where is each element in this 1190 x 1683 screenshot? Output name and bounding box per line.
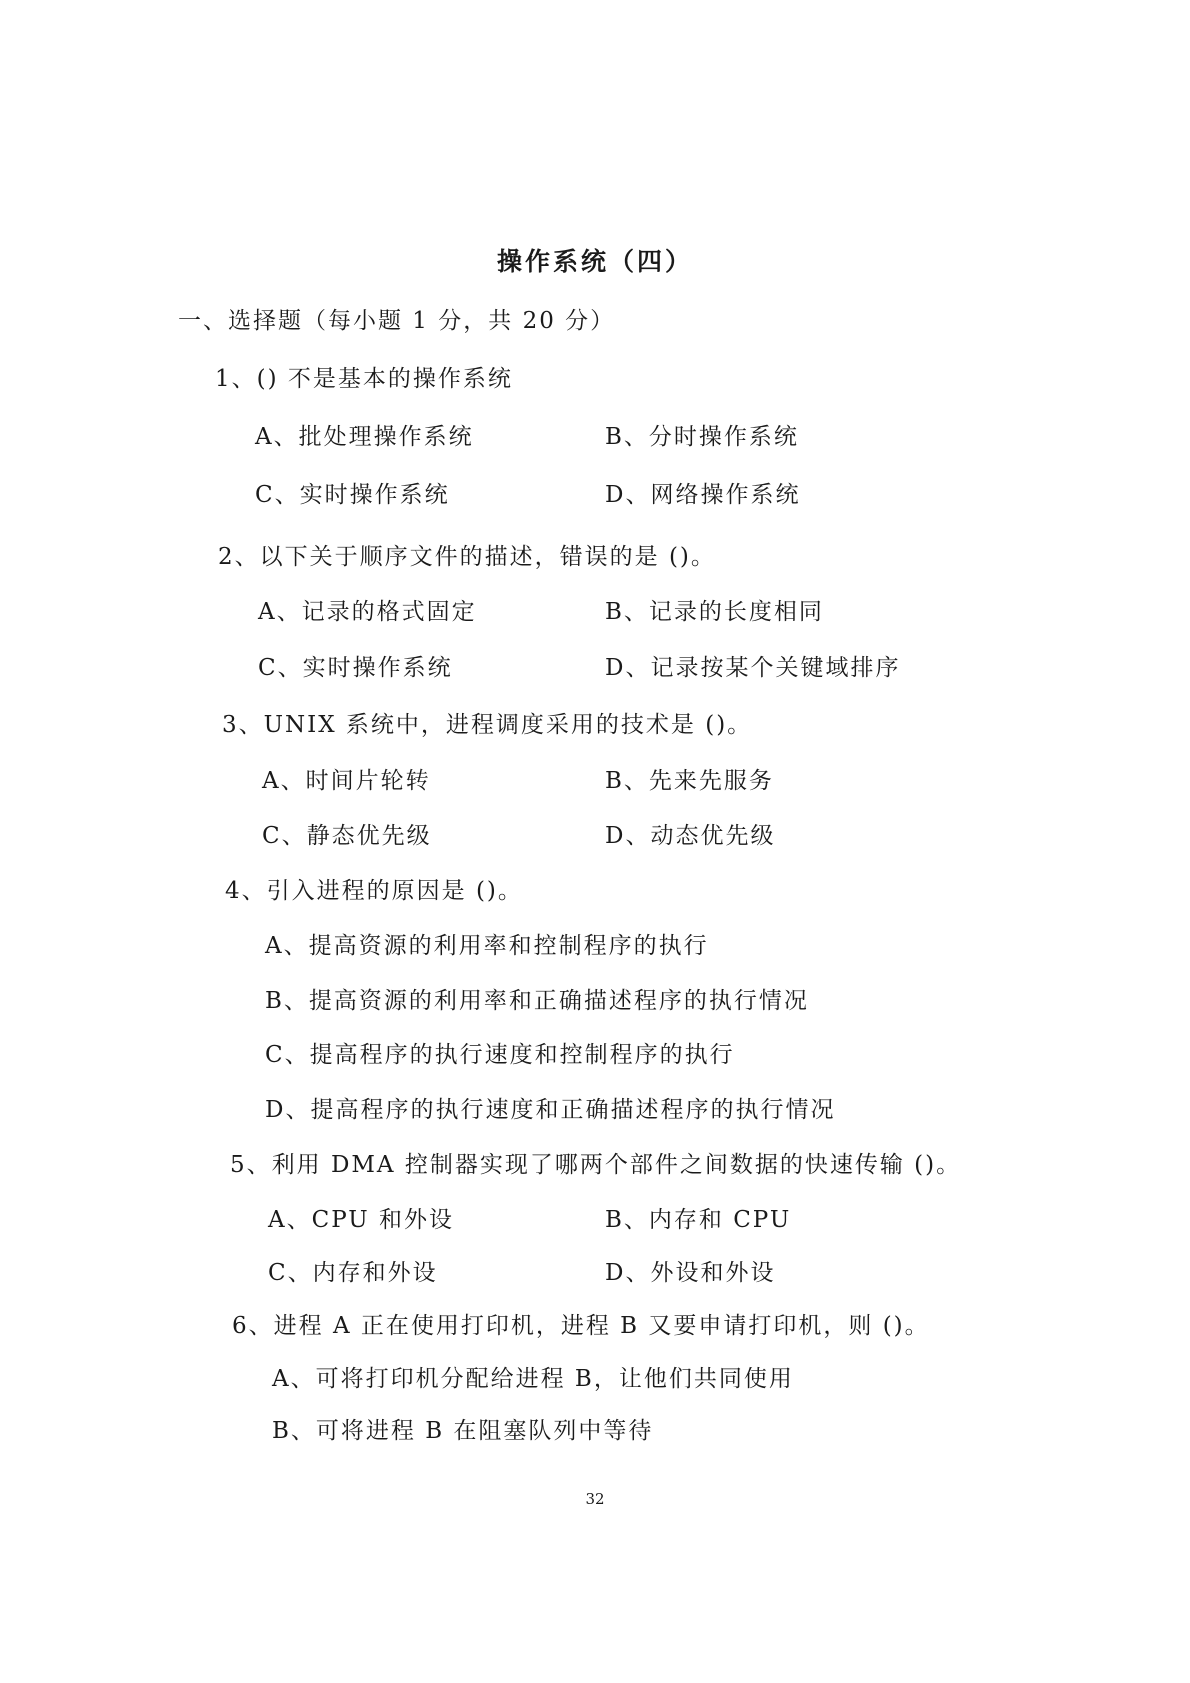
question-4-option-c: C、提高程序的执行速度和控制程序的执行 xyxy=(265,1042,735,1068)
question-4-option-d: D、提高程序的执行速度和正确描述程序的执行情况 xyxy=(265,1097,836,1123)
question-2-option-a: A、记录的格式固定 xyxy=(258,599,477,625)
question-6-option-a: A、可将打印机分配给进程 B，让他们共同使用 xyxy=(272,1366,794,1392)
question-6-stem: 6、进程 A 正在使用打印机，进程 B 又要申请打印机，则 ()。 xyxy=(232,1313,930,1339)
page-title: 操作系统（四） xyxy=(496,247,693,276)
question-1-option-c: C、实时操作系统 xyxy=(255,482,450,508)
question-6-option-b: B、可将进程 B 在阻塞队列中等待 xyxy=(272,1418,654,1444)
question-5-option-a: A、CPU 和外设 xyxy=(268,1207,454,1233)
question-4-option-b: B、提高资源的利用率和正确描述程序的执行情况 xyxy=(265,988,809,1014)
question-2-option-d: D、记录按某个关键域排序 xyxy=(605,655,901,681)
question-4-option-a: A、提高资源的利用率和控制程序的执行 xyxy=(265,933,709,959)
question-3-option-c: C、静态优先级 xyxy=(262,823,432,849)
question-1-option-b: B、分时操作系统 xyxy=(605,424,799,450)
section-heading: 一、选择题（每小题 1 分，共 20 分） xyxy=(178,308,616,334)
question-3-option-b: B、先来先服务 xyxy=(605,768,774,794)
question-2-stem: 2、以下关于顺序文件的描述，错误的是 ()。 xyxy=(218,544,716,570)
question-3-stem: 3、UNIX 系统中，进程调度采用的技术是 ()。 xyxy=(222,712,753,738)
question-3-option-a: A、时间片轮转 xyxy=(262,768,431,794)
question-2-option-b: B、记录的长度相同 xyxy=(605,599,824,625)
question-1-option-d: D、网络操作系统 xyxy=(605,482,801,508)
page-number: 32 xyxy=(585,1490,605,1508)
question-5-option-b: B、内存和 CPU xyxy=(605,1207,792,1233)
question-3-option-d: D、动态优先级 xyxy=(605,823,776,849)
question-1-stem: 1、() 不是基本的操作系统 xyxy=(215,366,513,392)
question-5-option-d: D、外设和外设 xyxy=(605,1260,776,1286)
question-5-option-c: C、内存和外设 xyxy=(268,1260,438,1286)
question-5-stem: 5、利用 DMA 控制器实现了哪两个部件之间数据的快速传输 ()。 xyxy=(230,1152,962,1178)
question-4-stem: 4、引入进程的原因是 ()。 xyxy=(225,878,523,904)
question-2-option-c: C、实时操作系统 xyxy=(258,655,453,681)
question-1-option-a: A、批处理操作系统 xyxy=(255,424,474,450)
